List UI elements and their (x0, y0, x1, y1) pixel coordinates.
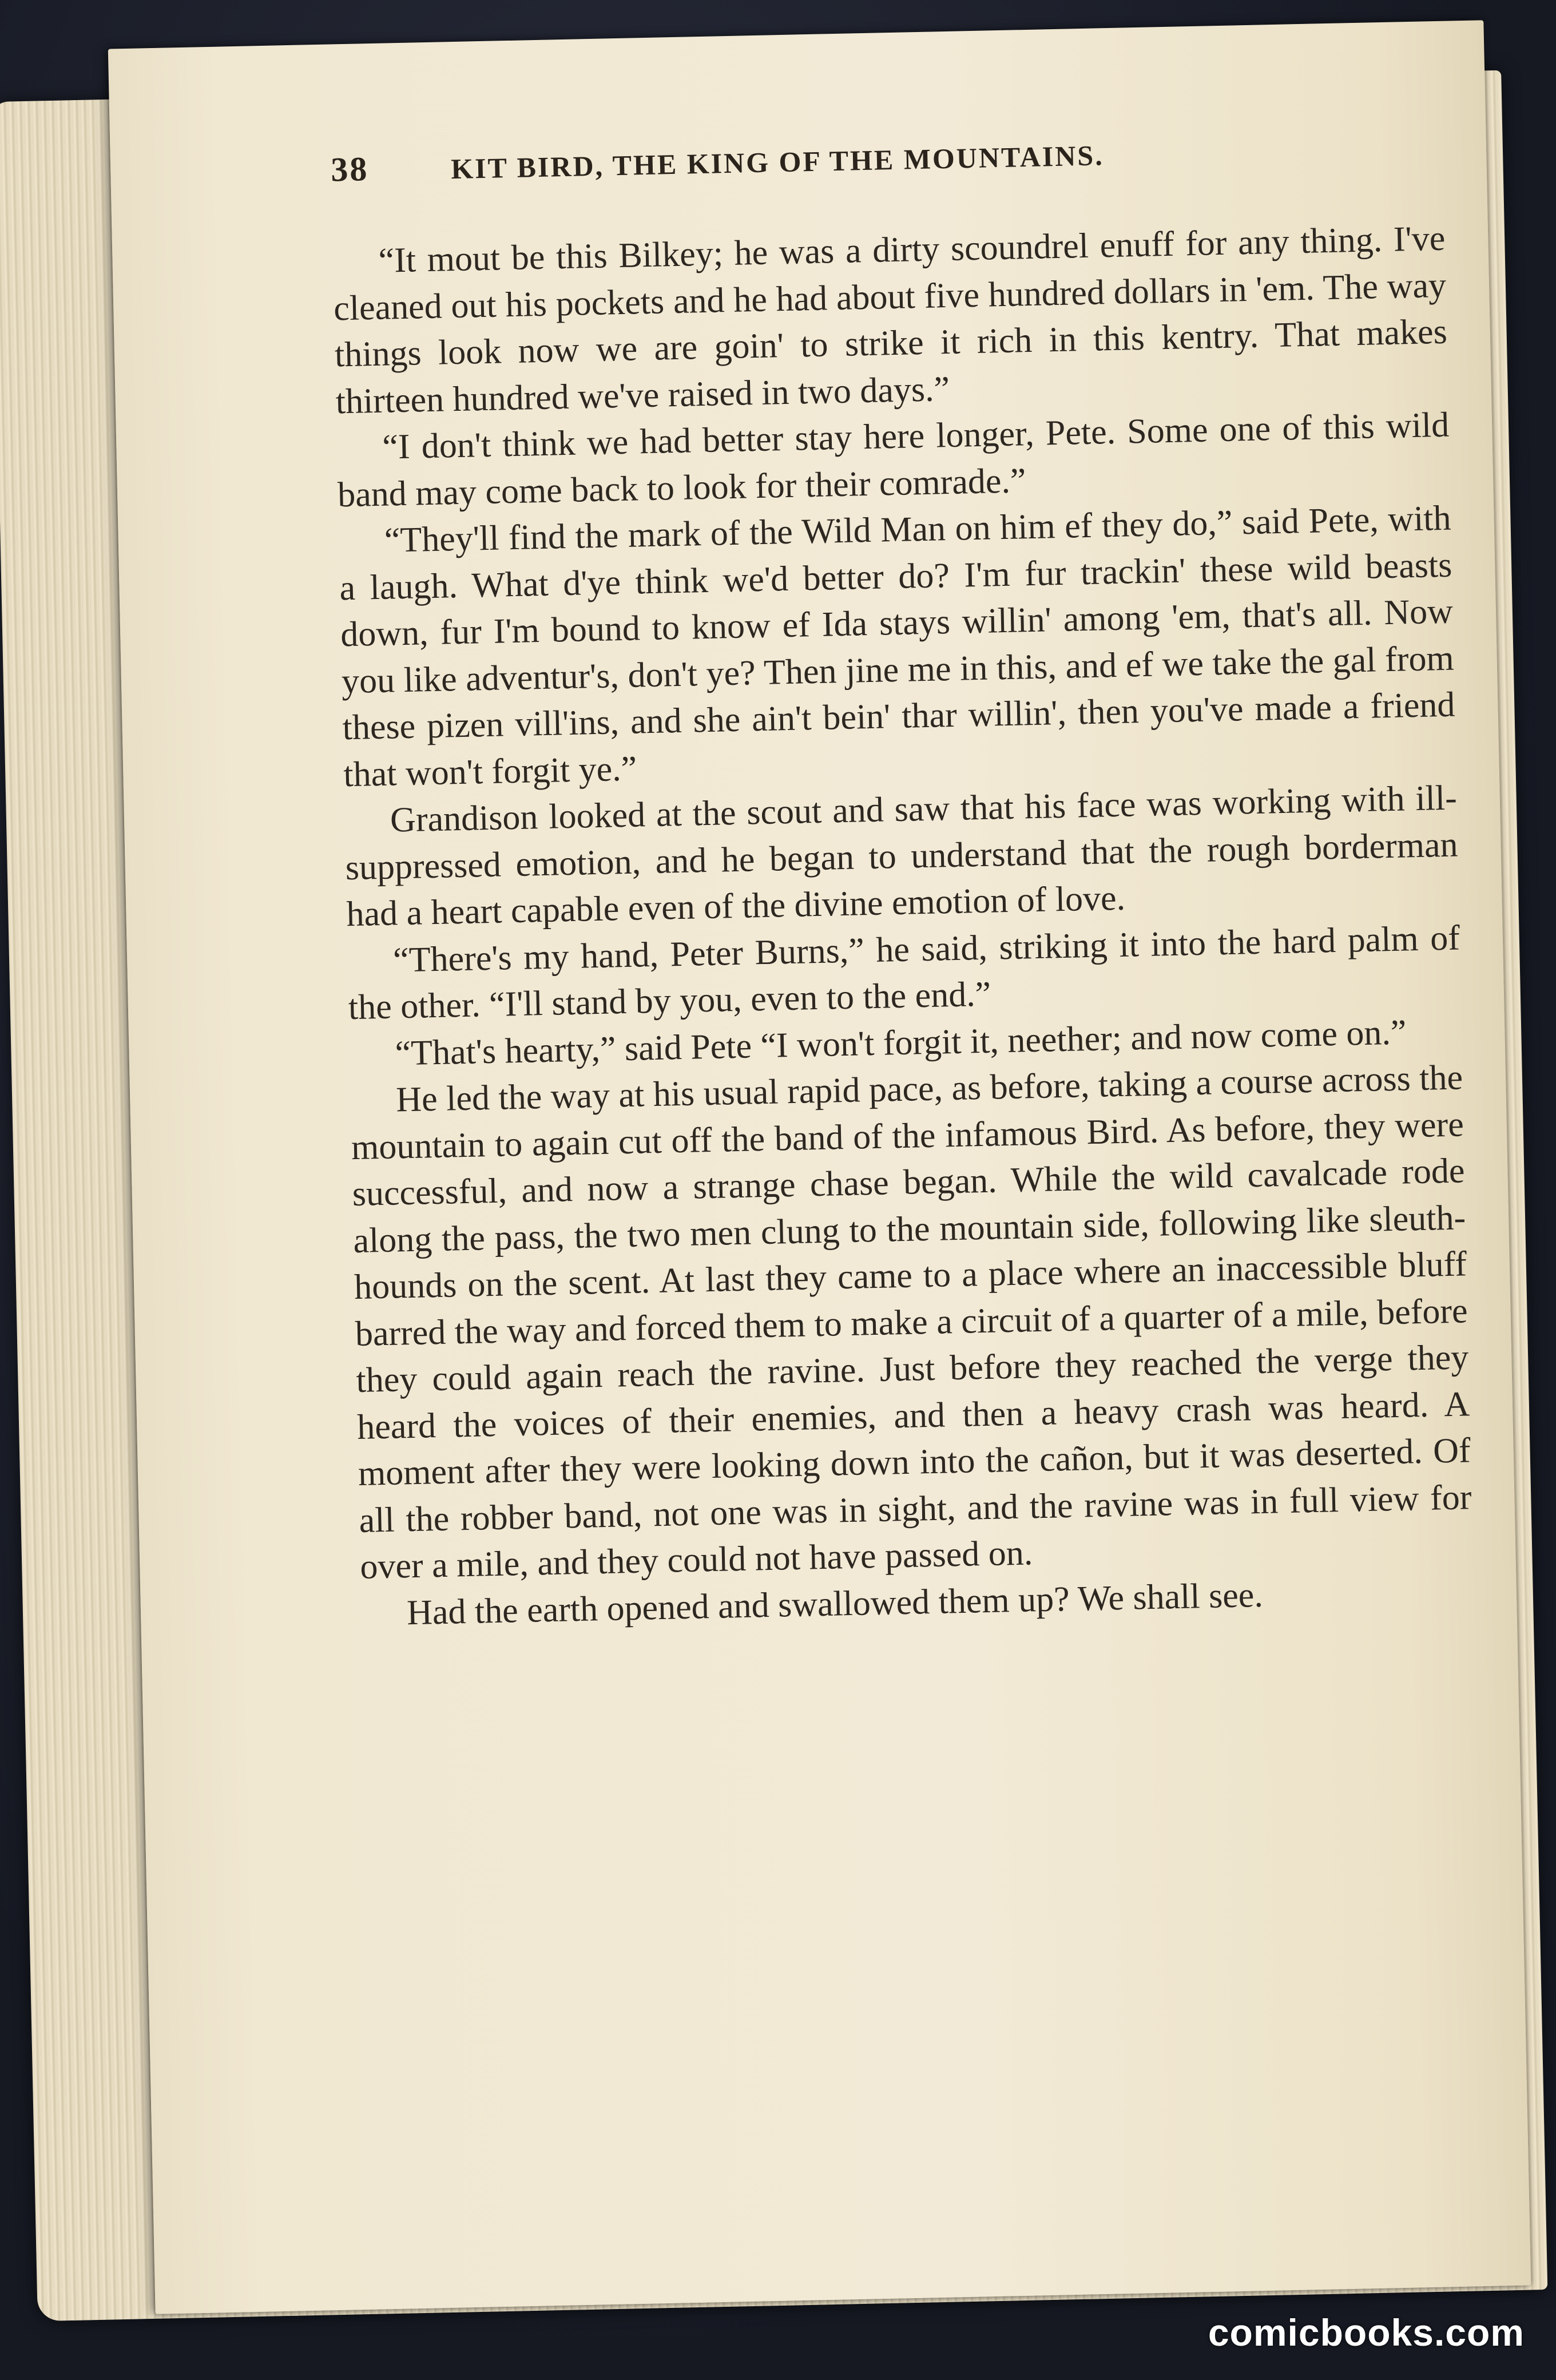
page-content (108, 20, 1531, 2314)
paragraph: Grandison looked at the scout and saw that his face was working with ill-suppressed emotion, and he began to understand that the rough borderman had a heart capable even of the divine emotion of love. (345, 778, 1459, 934)
page-number: 38 (330, 150, 369, 189)
running-head (331, 126, 1464, 189)
book-page (108, 20, 1531, 2314)
paragraph: “They'll find the mark of the Wild Man on him ef they do,” said Pete, with a laugh. What d'ye think we'd better do? I'm fur trackin' these wild beasts down, fur I'm bound to know ef Ida stays willin' among 'em, that's all. Now you like adventur's, don't ye? Then jine me in this, and ef we take the gal from these pizen vill'ins, and she ain't bein' thar willin', then you've made a friend that won't forgit ye.” (339, 498, 1456, 794)
watermark: comicbooks.com (1208, 2311, 1525, 2354)
paragraph: “That's hearty,” said Pete “I won't forgit it, neether; and now come on.” (394, 1012, 1407, 1073)
body-text (332, 216, 1474, 1637)
paragraph: “There's my hand, Peter Burns,” he said, striking it into the hard palm of the other. “I'll stand by you, even to the end.” (348, 918, 1460, 1028)
paragraph: “I don't think we had better stay here longer, Pete. Some one of this wild band may come back to look for their comrade.” (337, 405, 1450, 514)
paragraph: “It mout be this Bilkey; he was a dirty scoundrel enuff for any thing. I've cleaned out his pockets and he had about five hundred dollars in 'em. The way things look now we are goin' to strike it rich in this kentry. That makes thirteen hundred we've raised in two days.” (333, 219, 1448, 421)
running-head-title: KIT BIRD, THE KING OF THE MOUNTAINS. (450, 139, 1105, 185)
paragraph: He led the way at his usual rapid pace, as before, taking a course across the mountain to again cut off the band of the infamous Bird. As before, they were successful, and now a strange chase began. While the wild cavalcade rode along the pass, the two men clung to the mountain side, following like sleuth-hounds on the scent. At last they came to a place where an inaccessible bluff barred the way and forced them to make a circuit of a quarter of a mile, before they could again reach the ravine. Just before they reached the verge they heard the voices of their enemies, and then a heavy crash was heard. A moment after they were looking down into the cañon, but it was deserted. Of all the robber band, not one was in sight, and the ravine was in full view for over a mile, and they could not have passed on. (351, 1058, 1472, 1586)
paragraph: Had the earth opened and swallowed them up? We shall see. (406, 1575, 1264, 1632)
